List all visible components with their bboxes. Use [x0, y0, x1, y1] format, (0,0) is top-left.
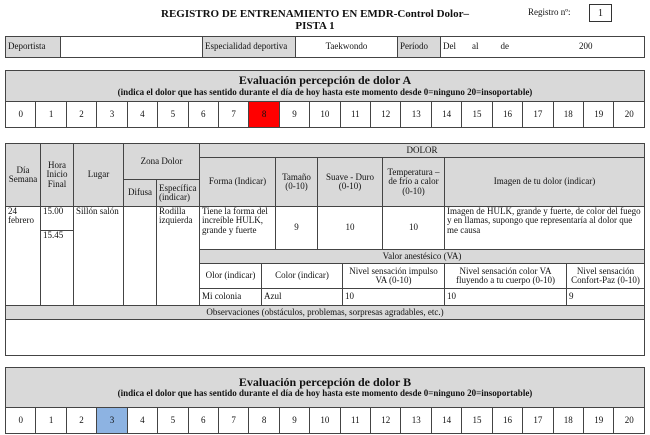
especialidad-field[interactable]: Taekwondo	[296, 37, 398, 58]
scale-b-option[interactable]: 1	[36, 408, 66, 434]
header-confort: Nivel sensación Confort-Paz (0-10)	[567, 264, 645, 289]
scale-b-option[interactable]: 0	[6, 408, 36, 434]
scale-b-option[interactable]: 8	[249, 408, 279, 434]
scale-b-option[interactable]: 20	[614, 408, 645, 434]
scale-a-option[interactable]: 16	[492, 102, 522, 128]
de-label: de	[500, 41, 509, 52]
header-dolor: DOLOR	[200, 144, 645, 158]
scale-a-option[interactable]: 6	[188, 102, 218, 128]
periodo-label: Período	[398, 37, 441, 58]
scale-b-option[interactable]: 11	[340, 408, 370, 434]
observaciones-header: Observaciones (obstáculos, problemas, sorpresas agradables, etc.)	[6, 306, 645, 320]
scale-b-option[interactable]: 3	[97, 408, 127, 434]
scale-b-option[interactable]: 14	[431, 408, 461, 434]
scale-b-option[interactable]: 17	[523, 408, 553, 434]
page-title: REGISTRO DE ENTRENAMIENTO EN EMDR-Control Dolor– PISTA 1	[161, 8, 469, 32]
scale-b-option[interactable]: 6	[188, 408, 218, 434]
scale-b	[5, 367, 645, 434]
scale-a-option[interactable]: 14	[431, 102, 461, 128]
header-color: Color (indicar)	[262, 264, 343, 289]
header-impulso: Nivel sensación impulso VA (0-10)	[343, 264, 445, 289]
scale-a-option[interactable]: 0	[6, 102, 36, 128]
main-table	[5, 143, 645, 356]
header-zona: Zona Dolor	[124, 144, 200, 180]
scale-a-subtitle: (indica el dolor que has sentido durante el día de hoy hasta este momento desde 0=ninguno 20=insoportable)	[117, 86, 533, 97]
scale-b-subtitle: (indica el dolor que has sentido durante el día de hoy hasta este momento desde 0=ninguno 20=insoportable)	[117, 388, 533, 399]
header-dia: Día Semana	[6, 144, 41, 207]
registro-field[interactable]: 1	[589, 4, 612, 22]
cell-inicio[interactable]: 15.00	[41, 207, 74, 231]
cell-fluyendo[interactable]: 10	[445, 289, 567, 306]
scale-a-option[interactable]: 2	[66, 102, 96, 128]
periodo-field[interactable]	[441, 37, 645, 58]
scale-a-option[interactable]: 10	[310, 102, 340, 128]
deportista-label: Deportista	[6, 37, 61, 58]
scale-b-option[interactable]: 7	[218, 408, 248, 434]
header-suave: Suave - Duro (0-10)	[318, 158, 383, 207]
scale-b-option[interactable]: 18	[553, 408, 583, 434]
header-especifica: Específica (indicar)	[157, 180, 200, 207]
scale-b-option[interactable]: 2	[66, 408, 96, 434]
scale-a-option[interactable]: 11	[340, 102, 370, 128]
header-difusa: Difusa	[124, 180, 157, 207]
cell-especifica[interactable]: Rodilla izquierda	[157, 207, 200, 306]
scale-b-title: Evaluación percepción de dolor B	[238, 374, 412, 389]
scale-a-option[interactable]: 1	[36, 102, 66, 128]
year-label: 200	[579, 41, 593, 52]
scale-a-option[interactable]: 15	[462, 102, 492, 128]
va-header: Valor anestésico (VA)	[200, 250, 645, 264]
scale-b-option[interactable]: 5	[158, 408, 188, 434]
scale-a-option[interactable]: 5	[158, 102, 188, 128]
deportista-field[interactable]	[61, 37, 203, 58]
cell-impulso[interactable]: 10	[343, 289, 445, 306]
registro-label: Registro nº:	[528, 7, 571, 17]
cell-final[interactable]: 15.45	[41, 231, 74, 306]
header-tamano: Tamaño (0-10)	[276, 158, 318, 207]
scale-a-option[interactable]: 20	[614, 102, 645, 128]
scale-a-option[interactable]: 3	[97, 102, 127, 128]
scale-b-option[interactable]: 19	[584, 408, 614, 434]
scale-a-option[interactable]: 8	[249, 102, 279, 128]
header-hora: Hora Inicio Final	[41, 144, 74, 207]
cell-imagen[interactable]: Imagen de HULK, grande y fuerte, de color del fuego y en llamas, supongo que representaría al dolor que me causa	[445, 207, 645, 250]
scale-a-option[interactable]: 12	[371, 102, 401, 128]
scale-b-option[interactable]: 12	[371, 408, 401, 434]
especialidad-label: Especialidad deportiva	[203, 37, 296, 58]
scale-a	[5, 70, 645, 128]
info-row	[5, 36, 645, 58]
scale-a-option[interactable]: 4	[127, 102, 157, 128]
cell-forma[interactable]: Tiene la forma del increíble HULK, grande y fuerte	[200, 207, 276, 250]
header-imagen: Imagen de tu dolor (indicar)	[445, 158, 645, 207]
scale-a-option[interactable]: 17	[523, 102, 553, 128]
scale-b-option[interactable]: 9	[279, 408, 309, 434]
cell-lugar[interactable]: Sillón salón	[74, 207, 124, 306]
cell-dia[interactable]: 24 febrero	[6, 207, 41, 306]
header-temp: Temperatura – de frío a calor (0-10)	[383, 158, 445, 207]
del-label: Del	[443, 41, 456, 52]
al-label: al	[472, 41, 479, 52]
scale-b-option[interactable]: 16	[492, 408, 522, 434]
cell-tamano[interactable]: 9	[276, 207, 318, 250]
header-forma: Forma (Indicar)	[200, 158, 276, 207]
scale-b-option[interactable]: 4	[127, 408, 157, 434]
header-olor: Olor (indicar)	[200, 264, 262, 289]
header-fluyendo: Nivel sensación color VA fluyendo a tu cuerpo (0-10)	[445, 264, 567, 289]
cell-olor[interactable]: Mi colonia	[200, 289, 262, 306]
scale-a-option[interactable]: 7	[218, 102, 248, 128]
cell-difusa[interactable]	[124, 207, 157, 306]
scale-a-option[interactable]: 19	[584, 102, 614, 128]
header-lugar: Lugar	[74, 144, 124, 207]
scale-b-option[interactable]: 15	[462, 408, 492, 434]
cell-confort[interactable]: 9	[567, 289, 645, 306]
scale-a-option[interactable]: 9	[279, 102, 309, 128]
cell-suave[interactable]: 10	[318, 207, 383, 250]
scale-b-option[interactable]: 13	[401, 408, 431, 434]
cell-color[interactable]: Azul	[262, 289, 343, 306]
cell-temp[interactable]: 10	[383, 207, 445, 250]
observaciones-field[interactable]	[6, 320, 645, 356]
scale-a-option[interactable]: 18	[553, 102, 583, 128]
scale-a-option[interactable]: 13	[401, 102, 431, 128]
scale-b-option[interactable]: 10	[310, 408, 340, 434]
scale-a-title: Evaluación percepción de dolor A	[238, 73, 412, 88]
